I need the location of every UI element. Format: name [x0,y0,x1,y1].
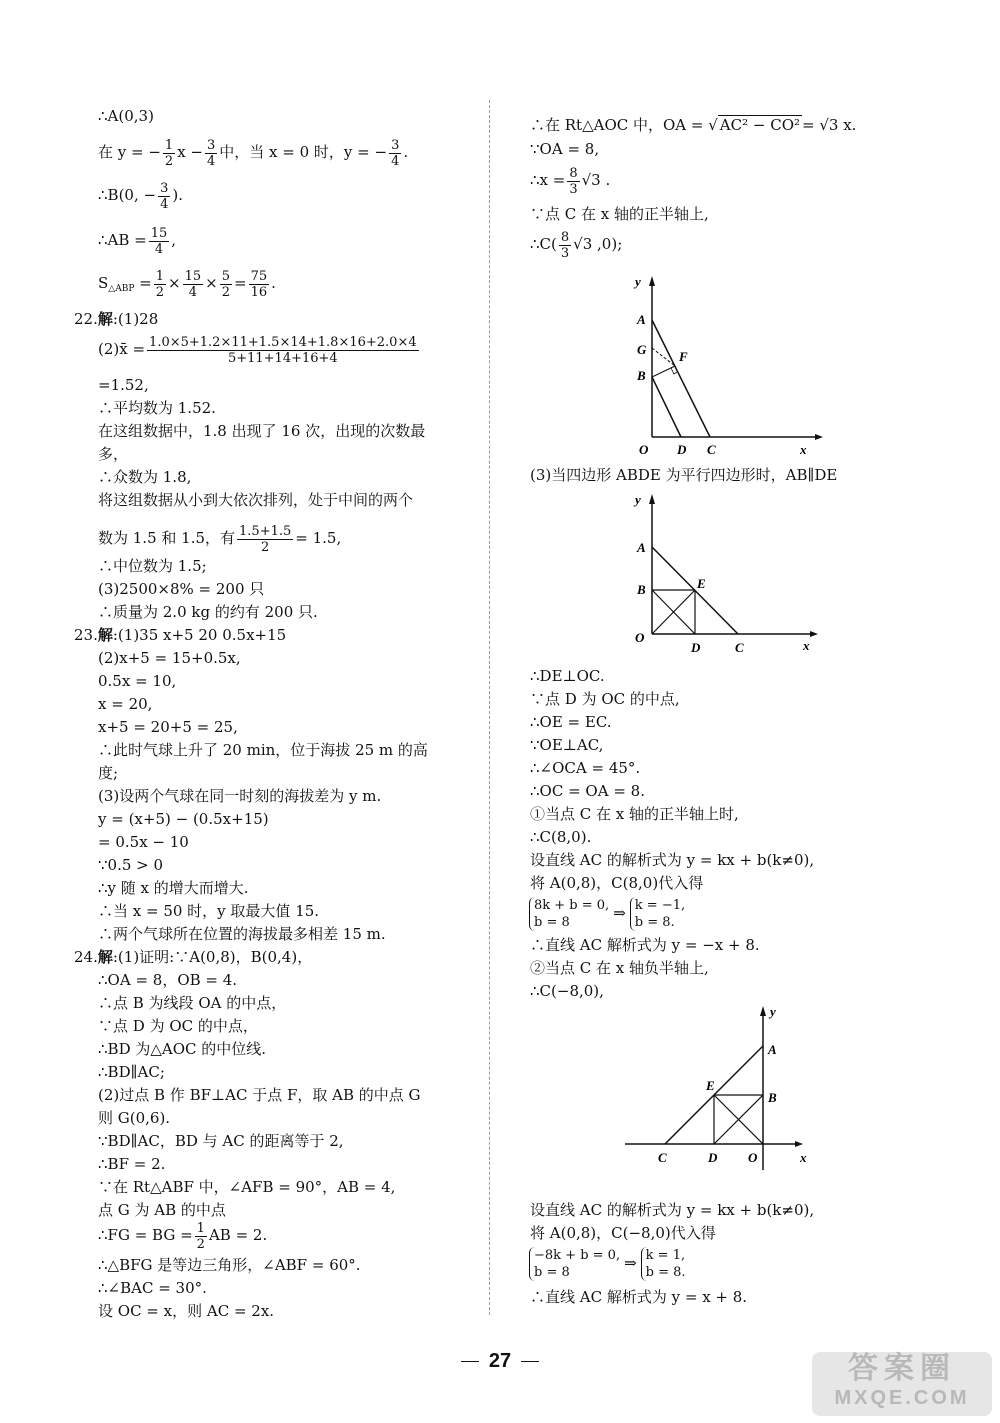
text: ∴FG = BG = [98,1226,193,1244]
line: ∴y 随 x 的增大而增大. [98,879,249,897]
fraction: $\frac{1}{2}$ [164,137,174,169]
line: (2)过点 B 作 BF⊥AC 于点 F，取 AB 的中点 G [98,1086,421,1104]
label-c: C [707,442,716,457]
watermark-bottom: MXQE.COM [834,1387,970,1409]
line [530,225,622,263]
question-number: 24. [74,948,98,966]
line: 设直线 AC 的解析式为 y = kx + b(k≠0), [530,851,815,869]
fraction: $\frac{1}{2}$ [196,1220,205,1252]
line [98,176,183,214]
text: :(1)28 [112,310,159,328]
line: 将这组数据从小到大依次排列，处于中间的两个 [98,491,414,509]
line: $S_{\triangle ABP}$ = $\frac{1}{2}$ × $\frac{15}{4}$ × $\frac{5}{2}$ = $\frac{75}{16}$ . [98,268,276,300]
label-y: y [635,274,641,289]
figure-1 [625,272,825,462]
text: ). [172,186,183,204]
fraction: $\frac{5}{2}$ [221,268,230,300]
line: ∴△BFG 是等边三角形，∠ABF = 60°. [98,1256,361,1274]
label-b: B [637,582,646,597]
text: :(1)证明:∵A(0,8)，B(0,4)， [112,948,313,966]
text: ∴C( [530,235,557,253]
line: ∴BF = 2. [98,1155,166,1173]
line: 则 G(0,6). [98,1109,171,1127]
fraction: $\frac{3}{4}$ [391,137,400,169]
text: S [98,274,109,292]
text: ∴x = [530,171,566,189]
fraction: $\frac{15}{4}$ [184,268,202,300]
line: ∴C(8,0). [530,828,592,846]
watermark-logo [812,1352,992,1416]
line: ∴直线 AC 解析式为 y = x + 8. [530,1288,748,1306]
fraction: $\frac{75}{16}$ [250,268,268,300]
line: ∴当 x = 50 时，y 取最大值 15. [98,902,320,920]
line: ∴∠OCA = 45°. [530,759,641,777]
fraction: $\frac{8}{3}$ [560,229,570,261]
line: 将 A(0,8)，C(−8,0)代入得 [530,1224,716,1242]
line: 在这组数据中，1.8 出现了 16 次，出现的次数最 [98,422,426,440]
fraction: $\frac{8}{3}$ [569,165,578,197]
label-o: O [639,442,649,457]
line: 0.5x = 10, [98,672,177,690]
line: ∵BD∥AC，BD 与 AC 的距离等于 2, [98,1132,344,1150]
column-divider [489,100,490,1315]
line [98,221,176,259]
line: (2)x+5 = 15+0.5x, [98,649,241,667]
line: ∵点 C 在 x 轴的正半轴上, [530,205,709,223]
fraction: $\frac{3}{4}$ [207,137,216,169]
brace: −8k + b = 0, b = 8 [529,1247,620,1281]
label-b: B [637,368,646,383]
line: (3)2500×8% = 200 只 [98,580,265,598]
line: ∴直线 AC 解析式为 y = −x + 8. [530,936,760,954]
solution-label: 解 [97,626,113,644]
y-axis-arrow [649,276,655,286]
label-c: C [658,1150,667,1165]
line: 点 G 为 AB 的中点 [98,1201,226,1219]
label-x: x [803,638,810,653]
subscript: △ABP [108,284,135,294]
question-23-line [74,625,286,645]
question-number: 23. [74,626,98,644]
line-gf [652,348,675,366]
label-d: D [708,1150,718,1165]
label-g: G [637,342,647,357]
y-axis-arrow [649,494,655,504]
brace: 8k + b = 0, b = 8 [529,897,609,931]
line: ∴DE⊥OC. [530,667,605,685]
text: x − [177,143,203,161]
line: 设 OC = x，则 AC = 2x. [98,1302,275,1320]
line: ∵在 Rt△ABF 中，∠AFB = 90°，AB = 4, [98,1178,396,1196]
line: y = (x+5) − (0.5x+15) [98,810,269,828]
line [530,161,610,199]
brace: k = −1, b = 8. [630,897,685,931]
line: ∴BD∥AC; [98,1063,165,1081]
text: = [134,274,152,292]
line: ∴两个气球所在位置的海拔最多相差 15 m. [98,925,386,943]
y-axis-arrow [760,1006,766,1016]
line: = 0.5x − 10 [98,833,189,851]
line: ∴点 B 为线段 OA 的中点， [98,994,287,1012]
line: ∴OC = OA = 8. [530,782,645,800]
x-axis-arrow [795,1141,803,1147]
line: ∴众数为 1.8, [98,468,192,486]
equation-system [525,893,689,933]
line: (3)当四边形 ABDE 为平行四边形时，AB∥DE [530,466,838,484]
question-number: 22. [74,310,98,328]
line: 多， [98,445,129,463]
equation-system [525,1243,690,1283]
watermark-top: 答案圈 [848,1352,956,1385]
line [98,330,421,368]
text: :(1)35 x+5 20 0.5x+15 [112,626,287,644]
line: ∴质量为 2.0 kg 的约有 200 只. [98,603,318,621]
text: = 1.5, [295,529,342,547]
text: = √3 x. [802,116,857,134]
label-b: B [768,1090,777,1105]
solution-label: 解 [97,948,113,966]
question-22-line [74,309,158,329]
label-y: y [770,1004,776,1019]
label-a: A [768,1042,777,1057]
line: 设直线 AC 的解析式为 y = kx + b(k≠0), [530,1201,815,1219]
line: (3)设两个气球在同一时刻的海拔差为 y m. [98,787,382,805]
line-bd [652,377,681,437]
line: ∴OA = 8，OB = 4. [98,971,238,989]
line: x+5 = 20+5 = 25, [98,718,238,736]
label-x: x [800,442,807,457]
line: ∵0.5 > 0 [98,856,164,874]
sqrt-radicand: AC² − CO² [719,116,801,134]
figure-3 [620,1002,825,1172]
label-a: A [637,312,646,327]
label-c: C [735,640,744,655]
line: 度; [98,764,119,782]
label-y: y [635,492,641,507]
fraction: $\frac{15}{4}$ [150,225,168,257]
line: ∵点 D 为 OC 的中点, [530,690,680,708]
text: 数为 1.5 和 1.5，有 [98,529,236,547]
figure-2 [625,490,825,660]
line: ∴中位数为 1.5; [98,557,207,575]
line: ②当点 C 在 x 轴负半轴上, [530,959,709,977]
text: √3 ,0); [573,235,623,253]
text: AB = 2. [208,1226,268,1244]
text: ∴B(0, − [98,186,157,204]
page-number: 27 [440,1350,560,1373]
line: =1.52, [98,376,149,394]
x-axis-arrow [810,631,818,637]
x-axis-arrow [815,434,823,440]
line: ∴C(−8,0), [530,982,604,1000]
text: 中，当 x = 0 时，y = − [219,143,388,161]
label-d: D [691,640,701,655]
line: x = 20, [98,695,153,713]
label-o: O [748,1150,758,1165]
brace: k = 1, b = 8. [641,1247,686,1281]
question-24-line [74,947,312,967]
line [98,133,408,171]
line: ∴在 Rt△AOC 中，OA = √ AC² − CO² = √3 x. [530,116,857,134]
text: ∴在 Rt△AOC 中，OA = [530,116,704,134]
label-f: F [679,349,688,364]
line [98,519,341,557]
label-e: E [697,576,706,591]
label-x: x [800,1150,807,1165]
text: ∴AB = [98,231,147,249]
fraction: $\frac{3}{4}$ [160,180,169,212]
label-a: A [637,540,646,555]
line: ∵OA = 8, [530,140,600,158]
text: 在 y = − [98,143,161,161]
line [98,1216,267,1254]
line: ∴A(0,3) [98,107,154,125]
line: ∵点 D 为 OC 的中点， [98,1017,258,1035]
line: ∴OE = EC. [530,713,612,731]
solution-label: 解 [97,310,113,328]
fraction: $\frac{1.5+1.5}{2}$ [239,523,292,555]
line-bf [652,366,675,377]
label-d: D [677,442,687,457]
text: , [171,231,177,249]
line: ∴此时气球上升了 20 min，位于海拔 25 m 的高 [98,741,428,759]
line: ∴BD 为△AOC 的中位线. [98,1040,267,1058]
text: (2)x̄ = [98,340,146,358]
line: 将 A(0,8)，C(8,0)代入得 [530,874,704,892]
implies-arrow: ⇒ [624,1254,637,1272]
line: ∴平均数为 1.52. [98,399,216,417]
implies-arrow: ⇒ [613,904,626,922]
label-o: O [635,630,645,645]
text: . [403,143,409,161]
label-e: E [706,1078,715,1093]
text: √3 . [581,171,611,189]
fraction: $\frac{1.0\times 5+1.2\times 11+1.5\times 14+1.8\times 16+2.0\times 4}{5+11+14+16+4}$ [149,334,417,366]
fraction: $\frac{1}{2}$ [155,268,164,300]
line: ∴∠BAC = 30°. [98,1279,207,1297]
line: ①当点 C 在 x 轴的正半轴上时, [530,805,739,823]
line-ac [652,320,710,437]
line: ∵OE⊥AC, [530,736,604,754]
